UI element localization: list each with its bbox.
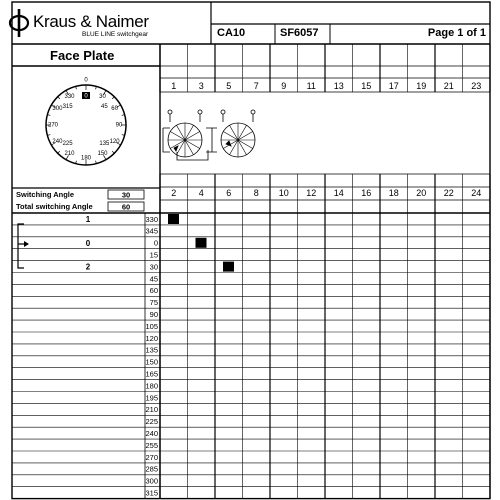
column-number-bottom: 18 [388,188,399,198]
center-bracket [206,128,217,152]
angle-label: 150 [145,357,158,367]
terminal-icon [168,110,172,114]
dial-pointer-label: 0 [84,93,88,100]
column-number-bottom: 6 [226,188,232,198]
dial-inner-label: 135 [99,140,110,147]
dial-tick [58,97,60,99]
angle-label: 90 [149,310,158,319]
column-number-bottom: 16 [361,188,372,198]
dial-label: 210 [64,151,75,158]
angle-label: 165 [145,369,158,379]
column-number-bottom: 14 [333,188,344,198]
dial-label: 150 [97,151,108,158]
angle-label: 345 [145,226,158,236]
angle-label: 330 [145,214,158,224]
column-number-top: 21 [443,81,454,91]
angle-label: 240 [145,429,158,438]
dial-label: 240 [52,139,63,146]
column-number-top: 15 [361,81,372,91]
brand-name: Kraus & Naimer [33,12,149,31]
column-number-bottom: 8 [253,188,259,198]
outer-frame [12,2,490,499]
column-number-top: 17 [388,81,399,91]
column-number-top: 13 [333,81,344,91]
angle-label: 210 [145,405,158,415]
angle-label: 105 [145,321,158,331]
page-indicator: Page 1 of 1 [427,27,486,39]
column-number-top: 3 [198,81,204,91]
dial-label: 270 [47,122,59,129]
terminal-leads [170,114,253,122]
column-number-top: 23 [471,81,482,91]
angle-label: 300 [145,476,158,486]
contact-mark [168,214,179,224]
terminal-icon [198,110,202,114]
column-number-bottom: 20 [416,188,427,198]
dial-label: 120 [109,139,120,146]
total-angle-value: 60 [121,202,131,212]
dial-inner-label: 45 [101,104,108,111]
column-number-bottom: 22 [443,188,454,198]
angle-label: 45 [149,274,158,284]
angle-label: 60 [149,286,158,296]
dial-label: 90 [115,122,123,129]
column-number-top: 1 [171,81,177,91]
angle-label: 255 [145,440,158,450]
dial-label: 0 [84,77,88,84]
dial-tick [58,151,60,153]
angle-label: 135 [145,345,158,355]
terminal-icon [221,110,225,114]
face-plate-title: Face Plate [50,48,115,63]
angle-label: 285 [145,464,158,474]
dial-label: 30 [99,93,106,100]
dial-label: 300 [52,106,63,113]
column-number-bottom: 10 [278,188,289,198]
terminal-icon [251,110,255,114]
column-number-top: 7 [253,81,259,91]
contact-arrow-icon [174,146,178,151]
column-number-top: 19 [416,81,427,91]
dial-inner-label: 315 [62,104,73,111]
dial-tick [112,151,114,153]
column-number-top: 11 [306,81,316,91]
dial-label: 180 [80,155,92,162]
angle-label: 75 [149,298,158,308]
position-bracket [18,224,24,268]
angle-label: 195 [145,393,158,403]
brand-subtitle: BLUE LINE switchgear [82,31,149,38]
contact-arrow-icon [226,141,231,146]
angle-label: 315 [145,488,158,498]
program-code: SF6057 [280,27,319,39]
angle-label: 270 [145,452,158,462]
column-number-top: 9 [281,81,287,91]
column-number-bottom: 4 [198,188,204,198]
position-arrow-head [24,241,29,247]
column-number-bottom: 2 [171,188,177,198]
column-number-bottom: 24 [471,188,482,198]
contact-mark [223,262,234,272]
dial-label: 330 [64,93,75,100]
series-code: CA10 [217,27,246,39]
dial-tick [112,97,114,99]
angle-label: 225 [145,417,158,427]
position-label: 0 [85,238,91,248]
angle-label: 120 [145,333,158,343]
dial-label: 60 [111,106,118,113]
position-label: 1 [85,215,91,224]
angle-label: 30 [149,262,158,272]
contact-mark [196,238,207,248]
position-label: 2 [85,262,91,272]
switching-angle-label: Switching Angle [16,190,75,199]
column-number-top: 5 [226,81,232,91]
switching-angle-value: 30 [121,190,131,200]
angle-label: 180 [145,381,158,391]
total-switching-angle-label: Total switching Angle [16,202,93,211]
dial-inner-label: 225 [62,140,73,147]
column-number-bottom: 12 [306,188,317,198]
angle-label: 0 [153,238,158,248]
angle-label: 15 [149,250,158,260]
